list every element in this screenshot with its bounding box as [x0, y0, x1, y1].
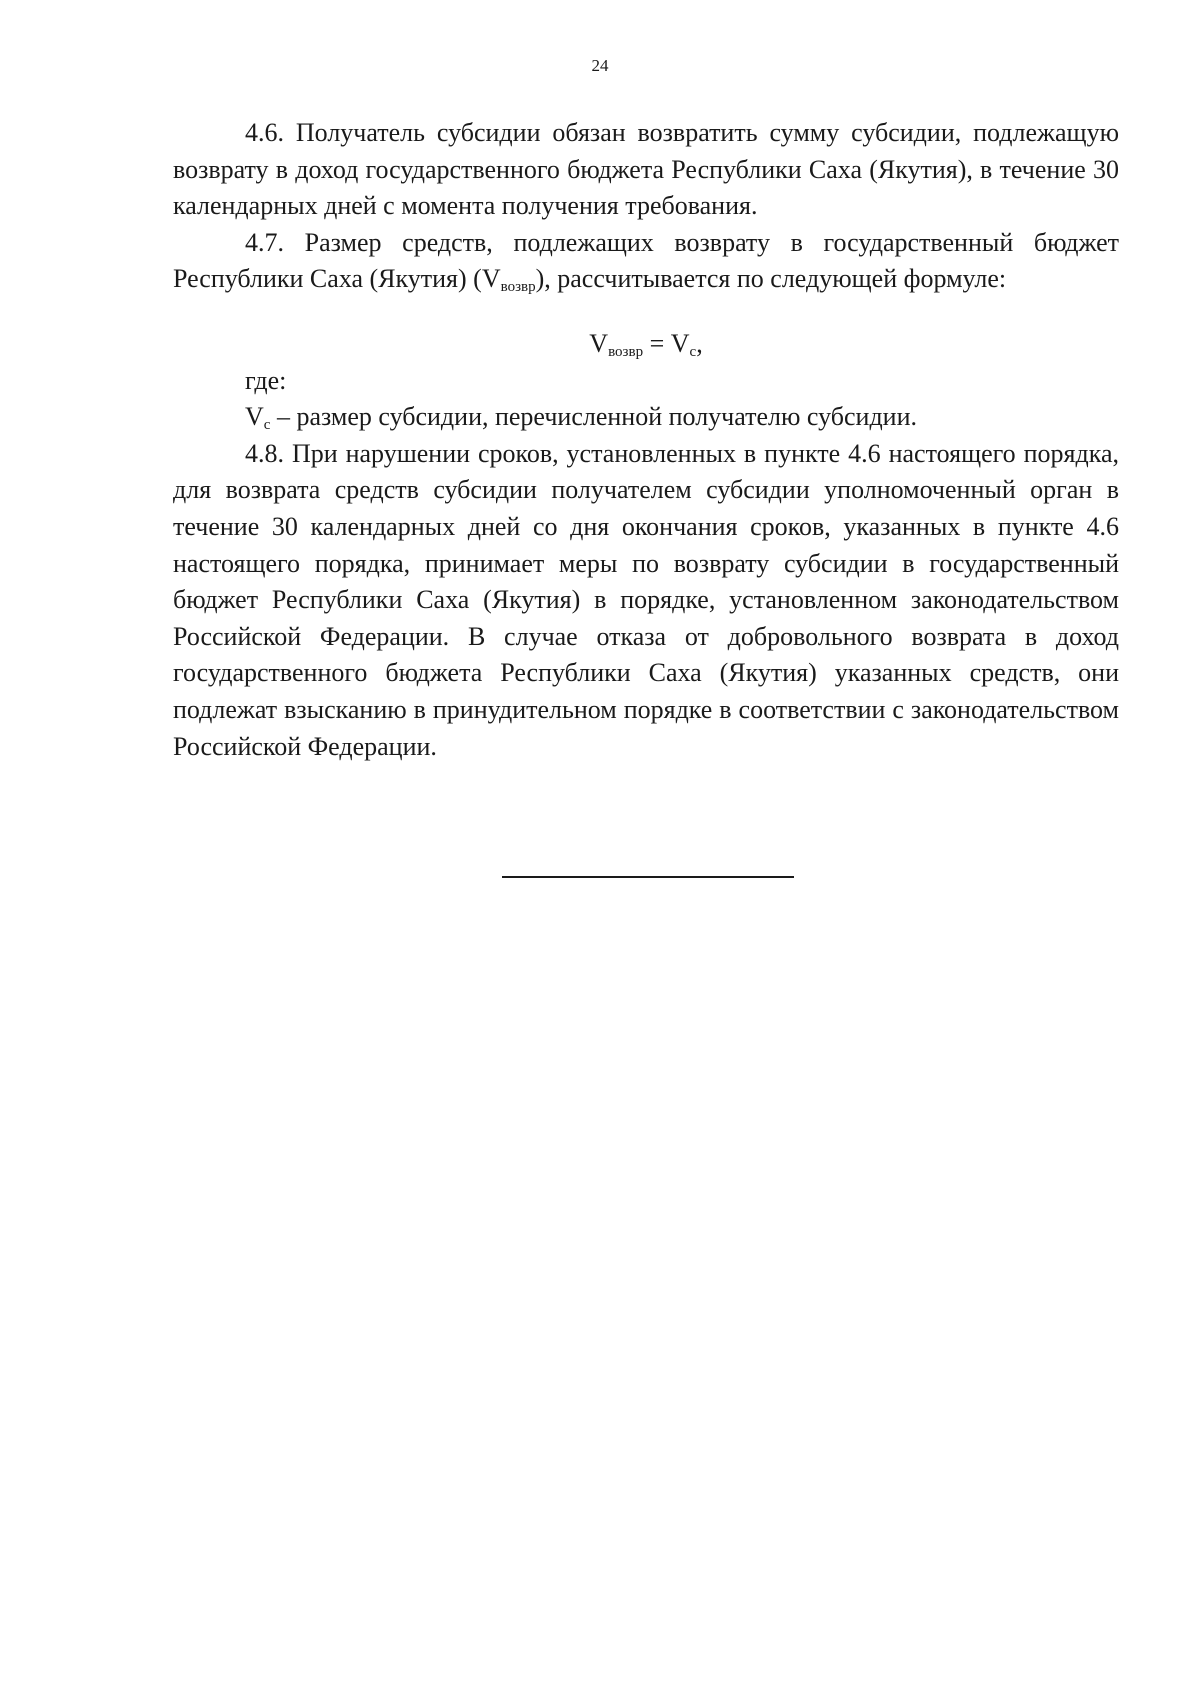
- formula: [173, 326, 1119, 363]
- vc-definition: [173, 399, 1119, 436]
- formula-rhs-subscript: с: [689, 343, 697, 360]
- end-divider-line: [502, 876, 794, 878]
- formula-comma: ,: [696, 328, 703, 358]
- paragraph-4-7-text: 4.7. Размер средств, подлежащих возврату в государственный бюджет Республики Саха (Якутия) (V: [173, 227, 1119, 294]
- paragraph-4-7-subscript: возвр: [500, 279, 536, 296]
- formula-equals: = V: [643, 328, 690, 358]
- where-label: где:: [245, 365, 287, 395]
- formula-lhs: V: [589, 328, 609, 358]
- page-number: 24: [591, 56, 609, 75]
- formula-lhs-subscript: возвр: [608, 343, 644, 360]
- document-body: [173, 115, 1119, 765]
- paragraph-4-7: [173, 225, 1119, 298]
- paragraph-4-8: 4.8. При нарушении сроков, установленных в пункте 4.6 настоящего порядка, для возврата средств субсидии получателем субсидии уполномоченный орган в течение 30 календарных дней со дня окончания сроков, указанных в пункте 4.6 настоящего порядка, принимает меры по возврату субсидии в государственный бюджет Республики Саха (Якутия) в порядке, установленном законодательством Российской Федерации. В случае отказа от добровольного возврата в доход государственного бюджета Республики Саха (Якутия) указанных средств, они подлежат взысканию в принудительном порядке в соответствии с законодательством Российской Федерации.: [173, 438, 1119, 761]
- paragraph-4-6: 4.6. Получатель субсидии обязан возвратить сумму субсидии, подлежащую возврату в доход государственного бюджета Республики Саха (Якутия), в течение 30 календарных дней с момента получения требования.: [173, 118, 1119, 221]
- vc-definition-text: – размер субсидии, перечисленной получателю субсидии.: [270, 402, 917, 432]
- paragraph-4-7-text-end: ), рассчитывается по следующей формуле:: [535, 264, 1007, 294]
- vc-subscript: с: [263, 417, 271, 434]
- vc-symbol: V: [245, 402, 264, 432]
